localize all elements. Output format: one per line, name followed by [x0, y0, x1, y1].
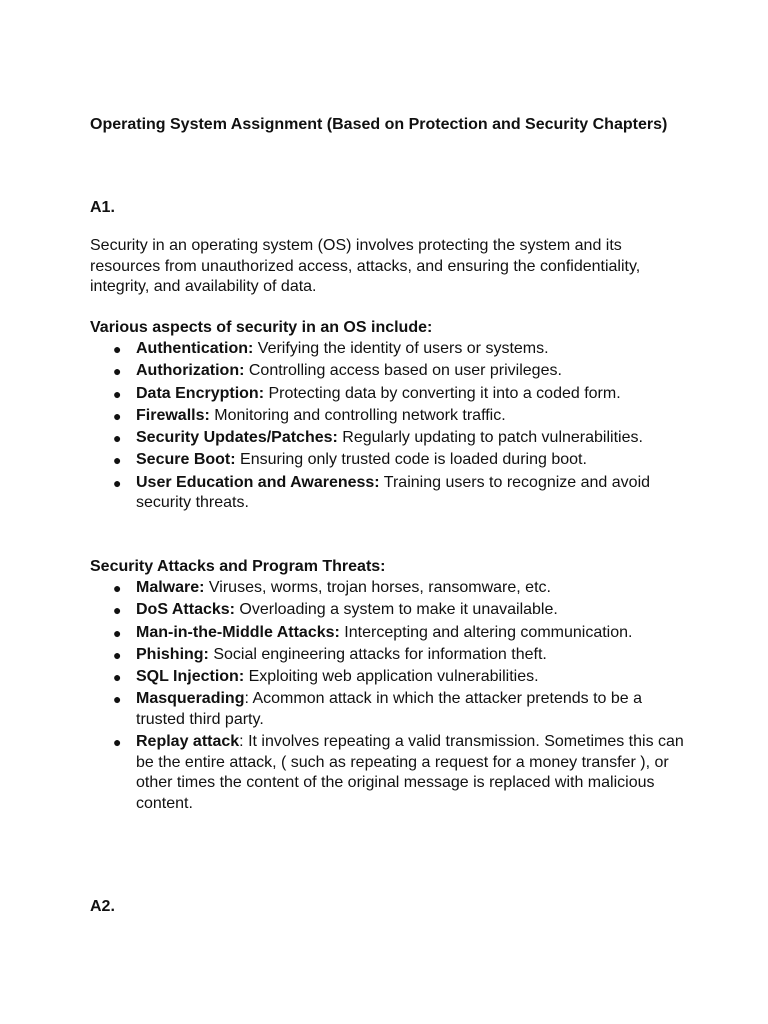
list-item-term: Authentication:: [136, 340, 254, 357]
list-item-term: Masquerading: [136, 690, 245, 708]
intro-paragraph: Security in an operating system (OS) involves protecting the system and its resources from unauthorized access, attacks, and ensuring the confidentiality, integrity, and availability of data.: [90, 237, 641, 295]
bullet-icon: ●: [113, 580, 122, 596]
list-item-description: Exploiting web application vulnerabilities.: [244, 668, 539, 686]
aspects-list: [90, 339, 690, 516]
list-item: [90, 473, 690, 514]
bullet-icon: ●: [113, 341, 122, 357]
list-item-term: Man-in-the-Middle Attacks:: [136, 623, 340, 641]
list-item: [90, 667, 690, 688]
list-item-term: Security Updates/Patches:: [136, 429, 338, 447]
list-item: [90, 600, 690, 621]
list-item-description: : Acommon attack in which the attacker pretends to be a trusted third party.: [136, 690, 643, 728]
bullet-icon: ●: [113, 624, 122, 641]
list-item-description: Verifying the identity of users or systems.: [253, 340, 549, 357]
bullet-icon: ●: [113, 430, 122, 447]
bullet-icon: ●: [113, 407, 122, 424]
list-item-description: Ensuring only trusted code is loaded during boot.: [235, 451, 587, 469]
list-item: [90, 578, 690, 599]
list-item-description: : It involves repeating a valid transmission. Sometimes this can be the entire attack, ( such as repeating a request for a money transfer ), or other times the content of the original message is replaced with malicious content.: [136, 733, 684, 812]
list-item: [90, 339, 690, 360]
list-item-term: Malware:: [136, 579, 205, 596]
list-item-term: Replay attack: [136, 733, 240, 751]
list-item: [90, 623, 690, 644]
bullet-icon: ●: [113, 734, 122, 751]
threats-heading: Security Attacks and Program Threats:: [90, 558, 386, 575]
list-item: [90, 428, 690, 449]
list-item-term: DoS Attacks:: [136, 601, 235, 619]
list-item-description: Social engineering attacks for information theft.: [208, 645, 547, 663]
list-item: [90, 689, 690, 730]
list-item-description: Training users to recognize and avoid security threats.: [136, 473, 651, 512]
bullet-icon: ●: [113, 474, 122, 491]
list-item: [90, 361, 690, 382]
bullet-icon: ●: [113, 452, 122, 469]
bullet-icon: ●: [113, 602, 122, 619]
list-item-description: Monitoring and controlling network traffic.: [209, 406, 506, 424]
list-item-description: Controlling access based on user privileges.: [244, 362, 562, 380]
list-item-term: Firewalls:: [136, 406, 210, 424]
bullet-icon: ●: [113, 363, 122, 380]
answer-label-a1: A1.: [90, 199, 115, 216]
list-item-term: SQL Injection:: [136, 668, 245, 686]
bullet-icon: ●: [113, 646, 122, 663]
list-item-term: Secure Boot:: [136, 451, 236, 469]
list-item: [90, 732, 690, 814]
list-item-description: Protecting data by converting it into a coded form.: [264, 384, 621, 402]
document-title: Operating System Assignment (Based on Protection and Security Chapters): [90, 116, 668, 133]
list-item: [90, 450, 690, 471]
list-item-description: Regularly updating to patch vulnerabilities.: [337, 429, 643, 447]
list-item-term: Authorization:: [136, 362, 245, 380]
list-item: [90, 645, 690, 666]
bullet-icon: ●: [113, 385, 122, 402]
bullet-icon: ●: [113, 691, 122, 708]
list-item-term: User Education and Awareness:: [136, 473, 380, 491]
threats-list: [90, 578, 690, 816]
answer-label-a2: A2.: [90, 898, 115, 915]
list-item-term: Data Encryption:: [136, 384, 265, 402]
list-item: [90, 406, 690, 427]
aspects-heading: Various aspects of security in an OS include:: [90, 319, 433, 336]
list-item-description: Viruses, worms, trojan horses, ransomware, etc.: [204, 579, 551, 596]
list-item-description: Overloading a system to make it unavailable.: [234, 601, 558, 619]
list-item-description: Intercepting and altering communication.: [339, 623, 633, 641]
list-item-term: Phishing:: [136, 645, 209, 663]
list-item: [90, 384, 690, 405]
bullet-icon: ●: [113, 669, 122, 686]
